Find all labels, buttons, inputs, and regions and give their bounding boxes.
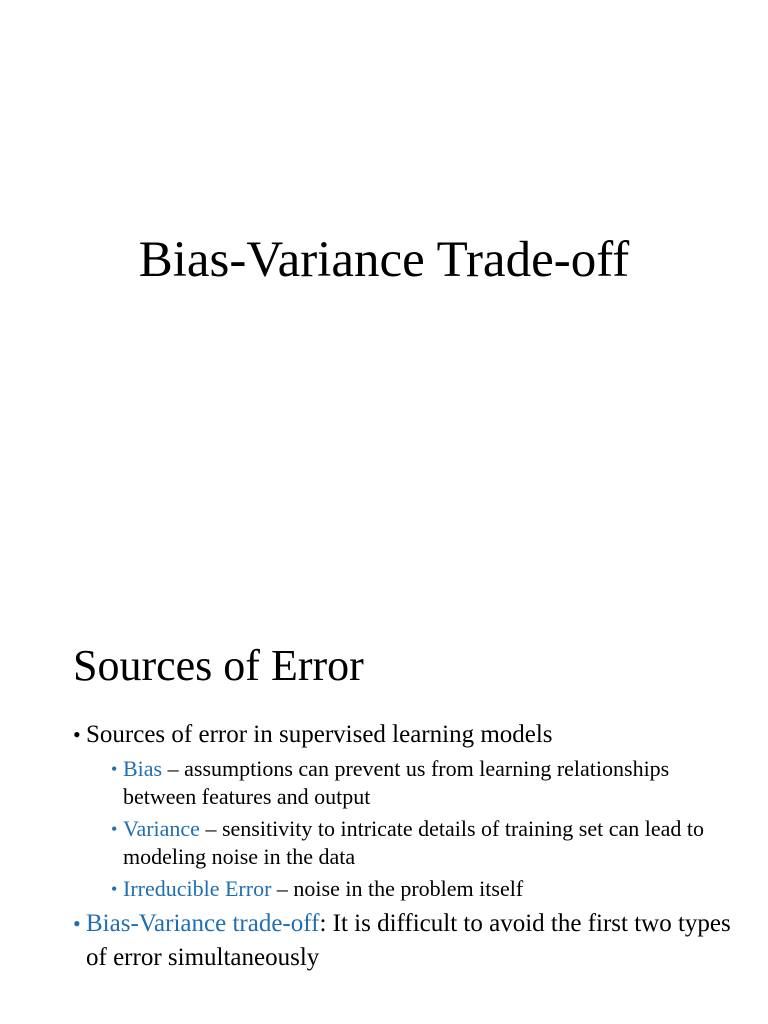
bullet-item [73, 718, 733, 903]
term-bias: Bias [123, 756, 163, 781]
sub-bullet-item [86, 875, 733, 903]
term-description: – assumptions can prevent us from learning relationships between features and output [123, 756, 670, 809]
sub-bullet-dot-icon: • [111, 759, 118, 779]
bullet-list [73, 718, 733, 975]
slide-heading: Sources of Error [73, 641, 364, 690]
bullet-dot-icon: • [73, 722, 81, 747]
term-description: : It is difficult to avoid the first two types of error simultaneously [86, 910, 731, 971]
slide-title: Bias-Variance Trade-off [138, 232, 630, 288]
term-tradeoff: Bias-Variance trade-off [86, 910, 320, 937]
term-variance: Variance [123, 816, 200, 841]
sub-bullet-item [86, 815, 733, 871]
term-description: – sensitivity to intricate details of training set can lead to modeling noise in the data [123, 816, 704, 869]
sub-bullet-dot-icon: • [111, 879, 118, 899]
sub-bullet-dot-icon: • [111, 819, 118, 839]
bullet-text: Sources of error in supervised learning models [86, 721, 553, 748]
bullet-item [73, 907, 733, 975]
content-slide [0, 580, 768, 1024]
sub-bullet-item [86, 755, 733, 811]
bullet-dot-icon: • [73, 911, 81, 936]
term-description: – noise in the problem itself [271, 876, 524, 901]
term-irreducible-error: Irreducible Error [123, 876, 272, 901]
sub-bullet-list [86, 755, 733, 903]
